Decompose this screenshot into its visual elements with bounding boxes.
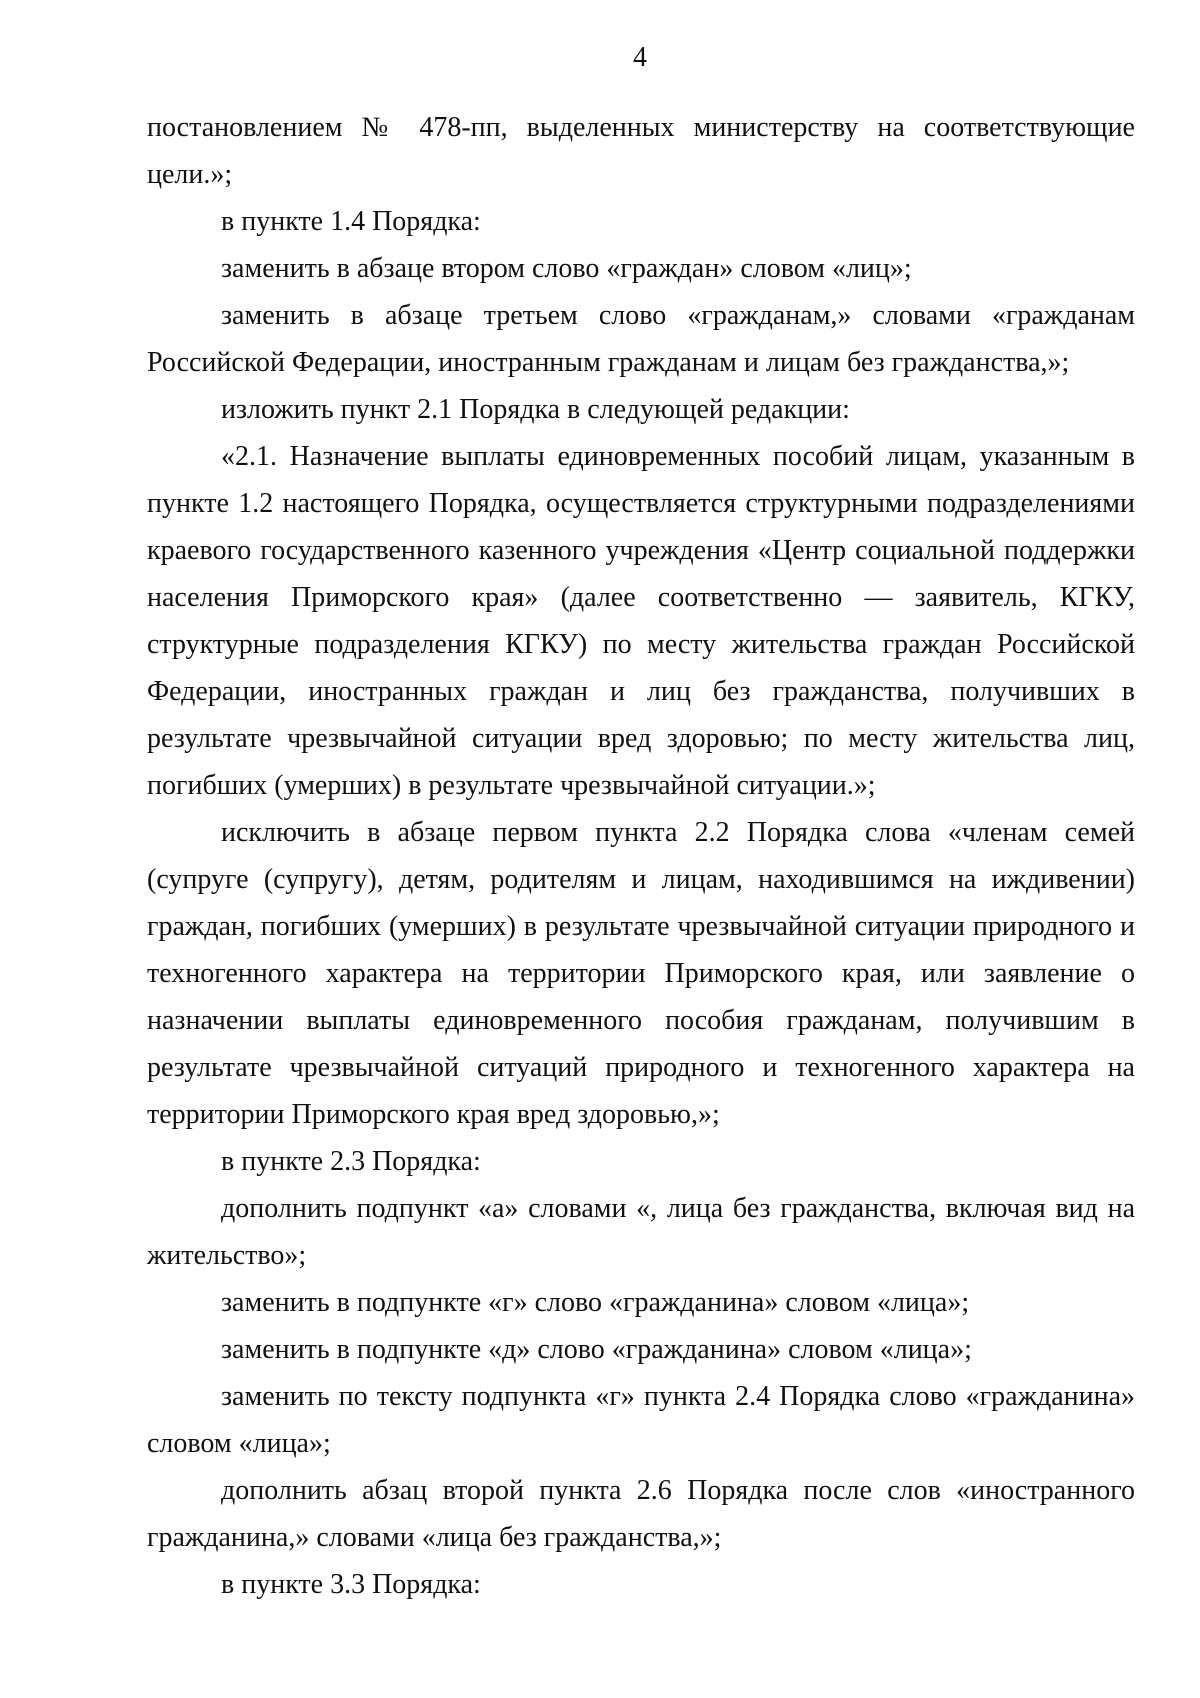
paragraph-14: в пункте 3.3 Порядка: <box>221 1569 481 1600</box>
paragraph-7: исключить в абзаце первом пункта 2.2 Порядка слова «членам семей (супруге (супругу), детям, родителям и лицам, находившимся на иждивении) граждан, погибших (умерших) в результате чрезвычайной ситуации природного и техногенного характера на территории Приморского края, или заявление о назначении выплаты единовременного пособия гражданам, получившим в результате чрезвычайной ситуаций природного и техногенного характера на территории Приморского края вред здоровью,»; <box>147 817 1135 1130</box>
paragraph-13: дополнить абзац второй пункта 2.6 Порядка после слов «иностранного гражданина,» словами «лица без гражданства,»; <box>147 1475 1135 1553</box>
page-number: 4 <box>633 42 647 73</box>
paragraph-6: «2.1. Назначение выплаты единовременных пособий лицам, указанным в пункте 1.2 настоящего Порядка, осуществляется структурными подразделениями краевого государственного казенного учреждения «Центр социальной поддержки населения Приморского края» (далее соответственно — заявитель, КГКУ, структурные подразделения КГКУ) по месту жительства граждан Российской Федерации, иностранных граждан и лиц без гражданства, получивших в результате чрезвычайной ситуации вред здоровью; по месту жительства лиц, погибших (умерших) в результате чрезвычайной ситуации.»; <box>147 441 1135 801</box>
paragraph-3: заменить в абзаце втором слово «граждан» словом «лиц»; <box>221 253 912 284</box>
paragraph-9: дополнить подпункт «а» словами «, лица без гражданства, включая вид на жительство»; <box>147 1193 1135 1271</box>
paragraph-4: заменить в абзаце третьем слово «гражданам,» словами «гражданам Российской Федерации, иностранным гражданам и лицам без гражданства,»; <box>147 300 1135 378</box>
paragraph-1: постановлением № 478-пп, выделенных министерству на соответствующие цели.»; <box>147 112 1135 190</box>
paragraph-2: в пункте 1.4 Порядка: <box>221 206 481 237</box>
paragraph-5: изложить пункт 2.1 Порядка в следующей редакции: <box>221 394 850 425</box>
paragraph-12: заменить по тексту подпункта «г» пункта 2.4 Порядка слово «гражданина» словом «лица»; <box>147 1381 1135 1459</box>
paragraph-10: заменить в подпункте «г» слово «гражданина» словом «лица»; <box>221 1287 970 1318</box>
document-body <box>147 104 1135 1608</box>
paragraph-11: заменить в подпункте «д» слово «гражданина» словом «лица»; <box>221 1334 972 1365</box>
paragraph-8: в пункте 2.3 Порядка: <box>221 1146 481 1177</box>
